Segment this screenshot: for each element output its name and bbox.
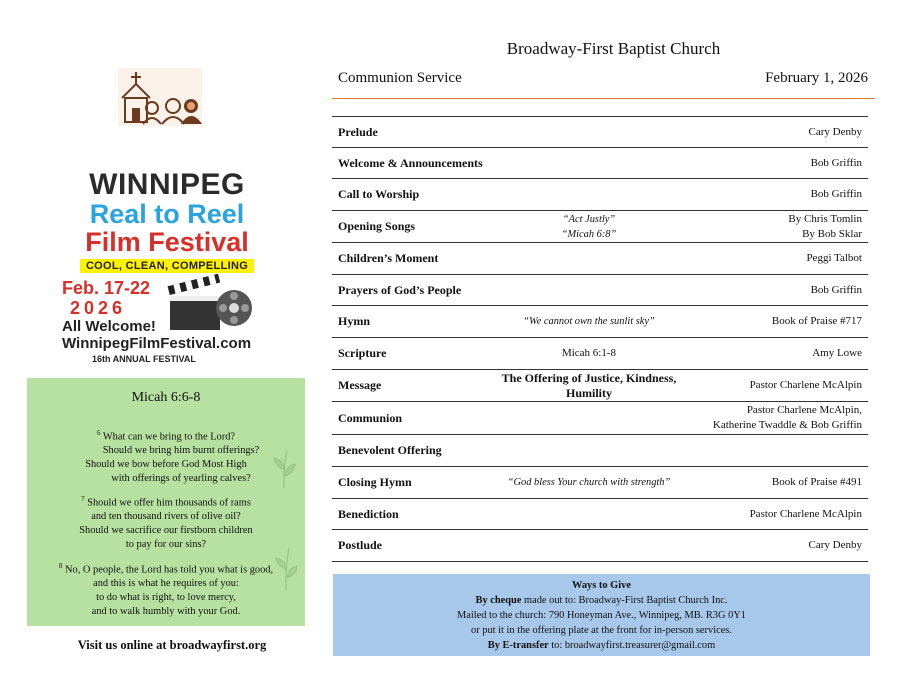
give-plate-line: or put it in the offering plate at the front for in-person services. xyxy=(471,625,732,636)
service-detail-line: Micah 6:1-8 xyxy=(561,347,617,359)
service-row xyxy=(332,434,868,466)
service-row xyxy=(332,147,868,178)
festival-annual: 16th ANNUAL FESTIVAL xyxy=(92,354,196,364)
scripture-title: Micah 6:6-8 xyxy=(131,390,201,405)
festival-title-film-festival: Film Festival xyxy=(85,227,249,257)
verse-line: Should we bring him burnt offerings? xyxy=(102,445,260,457)
give-etransfer-label: By E-transfer xyxy=(487,640,549,651)
service-item-label: Prelude xyxy=(338,124,378,139)
verse-number: 7 xyxy=(81,495,85,503)
verse-number: 6 xyxy=(96,429,101,437)
give-cheque-text: made out to: Broadway-First Baptist Church Inc. xyxy=(521,595,728,606)
service-item-leader xyxy=(750,507,862,522)
service-item-leader xyxy=(788,212,862,242)
service-item-label: Benevolent Offering xyxy=(338,443,442,457)
leaf-icon xyxy=(271,448,297,488)
verse-8 xyxy=(27,559,305,619)
service-leader-line: Katherine Twaddle & Bob Griffin xyxy=(712,419,862,431)
service-item-detail xyxy=(467,475,711,490)
service-item-leader xyxy=(713,403,862,433)
service-item-detail xyxy=(467,212,711,242)
service-detail-line: Humility xyxy=(565,385,612,400)
service-detail-line: “God bless Your church with strength” xyxy=(507,477,671,488)
festival-tagline: COOL, CLEAN, COMPELLING xyxy=(80,259,254,273)
service-row xyxy=(332,305,868,337)
service-item-leader xyxy=(809,538,862,553)
service-leader-line: Bob Griffin xyxy=(810,188,862,200)
festival-title-real-to-reel: Real to Reel xyxy=(89,199,245,229)
header-divider xyxy=(332,98,875,99)
service-item-label: Scripture xyxy=(338,346,387,360)
service-item-label: Communion xyxy=(338,410,403,425)
service-detail-line: The Offering of Justice, Kindness, xyxy=(501,370,677,385)
verse-line: to do what is right, to love mercy, xyxy=(96,592,236,604)
service-leader-line: Cary Denby xyxy=(808,539,862,551)
service-leader-line: Book of Praise #717 xyxy=(771,315,862,327)
verse-line: and this is what he requires of you: xyxy=(93,578,239,590)
service-item-label: Welcome & Announcements xyxy=(338,155,483,170)
festival-welcome-text: All Welcome! xyxy=(62,318,156,335)
film-festival-ad xyxy=(62,168,272,364)
ways-to-give-title: Ways to Give xyxy=(572,580,631,591)
verse-line: No, O people, the Lord has told you what is good, xyxy=(65,564,274,576)
verse-number: 8 xyxy=(58,562,63,570)
service-detail-line: “Micah 6:8” xyxy=(561,228,617,240)
service-row xyxy=(332,210,868,242)
service-row xyxy=(332,116,868,147)
service-item-label: Children’s Moment xyxy=(338,251,439,265)
service-row xyxy=(332,498,868,529)
service-item-leader xyxy=(806,251,862,266)
scripture-box xyxy=(27,378,305,626)
verse-line: and ten thousand rivers of olive oil? xyxy=(91,511,241,523)
ways-to-give-box xyxy=(333,574,870,656)
verse-6 xyxy=(27,426,305,486)
church-name: Broadway-First Baptist Church xyxy=(506,39,721,58)
service-leader-line: Pastor Charlene McAlpin xyxy=(749,507,862,520)
give-cheque-line xyxy=(333,593,870,608)
leaf-icon xyxy=(273,546,299,590)
service-type: Communion Service xyxy=(338,70,462,86)
service-row xyxy=(332,178,868,210)
festival-year: 2026 xyxy=(70,298,127,318)
service-row xyxy=(332,242,868,274)
service-row xyxy=(332,529,868,562)
give-etransfer-text: to: broadwayfirst.treasurer@gmail.com xyxy=(548,640,716,651)
service-date: February 1, 2026 xyxy=(765,70,868,86)
film-clapper-icon xyxy=(166,274,256,334)
service-row xyxy=(332,337,868,369)
service-item-label: Call to Worship xyxy=(338,187,420,201)
service-leader-line: Cary Denby xyxy=(808,125,862,138)
service-item-leader xyxy=(812,346,862,361)
festival-title-winnipeg: WINNIPEG xyxy=(89,168,245,201)
order-of-service xyxy=(332,116,868,562)
festival-dates: Feb. 17-22 xyxy=(62,278,151,298)
service-item-label: Prayers of God’s People xyxy=(338,282,462,297)
verse-line: with offerings of yearling calves? xyxy=(111,473,251,485)
service-item-leader xyxy=(750,378,862,393)
service-leader-line: By Chris Tomlin xyxy=(788,212,862,225)
service-leader-line: Pastor Charlene McAlpin, xyxy=(746,404,862,416)
church-family-icon xyxy=(118,68,202,126)
service-item-label: Message xyxy=(338,378,382,392)
verse-line: to pay for our sins? xyxy=(125,539,207,551)
service-item-leader xyxy=(772,314,862,329)
service-leader-line: Book of Praise #491 xyxy=(771,476,862,488)
service-row xyxy=(332,401,868,434)
verse-line: Should we sacrifice our firstborn children xyxy=(79,525,253,537)
service-item-label: Closing Hymn xyxy=(338,475,412,489)
service-item-leader xyxy=(811,283,862,298)
service-item-leader xyxy=(811,156,862,171)
verse-line: What can we bring to the Lord? xyxy=(102,431,236,443)
service-item-leader xyxy=(811,187,862,202)
give-cheque-label: By cheque xyxy=(475,595,522,606)
service-item-leader xyxy=(772,475,862,490)
festival-website: WinnipegFilmFestival.com xyxy=(62,335,252,352)
service-detail-line: “We cannot own the sunlit sky” xyxy=(523,316,655,327)
verse-line: and to walk humbly with your God. xyxy=(91,606,241,618)
service-item-detail xyxy=(467,346,711,361)
give-mail-line: Mailed to the church: 790 Honeyman Ave., Winnipeg, MB. R3G 0Y1 xyxy=(457,610,746,621)
service-row xyxy=(332,466,868,498)
service-item-leader xyxy=(809,125,862,140)
verse-7 xyxy=(27,492,305,552)
service-item-detail xyxy=(467,371,711,401)
service-leader-line: Peggi Talbot xyxy=(806,252,862,264)
service-row xyxy=(332,274,868,305)
service-item-label: Postlude xyxy=(338,538,383,552)
service-item-detail xyxy=(467,314,711,329)
service-row xyxy=(332,369,868,401)
service-item-label: Hymn xyxy=(338,314,371,328)
service-leader-line: Bob Griffin xyxy=(810,156,862,169)
visit-website-text: Visit us online at broadwayfirst.org xyxy=(77,638,267,652)
service-detail-line: “Act Justly” xyxy=(562,213,616,225)
verse-line: Should we offer him thousands of rams xyxy=(87,497,251,509)
give-etransfer-line xyxy=(333,638,870,653)
service-leader-line: By Bob Sklar xyxy=(802,227,862,240)
verse-line: Should we bow before God Most High xyxy=(85,459,247,471)
service-leader-line: Bob Griffin xyxy=(810,283,862,296)
service-leader-line: Pastor Charlene McAlpin xyxy=(749,379,862,391)
service-item-label: Opening Songs xyxy=(338,219,416,233)
service-leader-line: Amy Lowe xyxy=(812,347,862,359)
service-item-label: Benediction xyxy=(338,506,399,521)
